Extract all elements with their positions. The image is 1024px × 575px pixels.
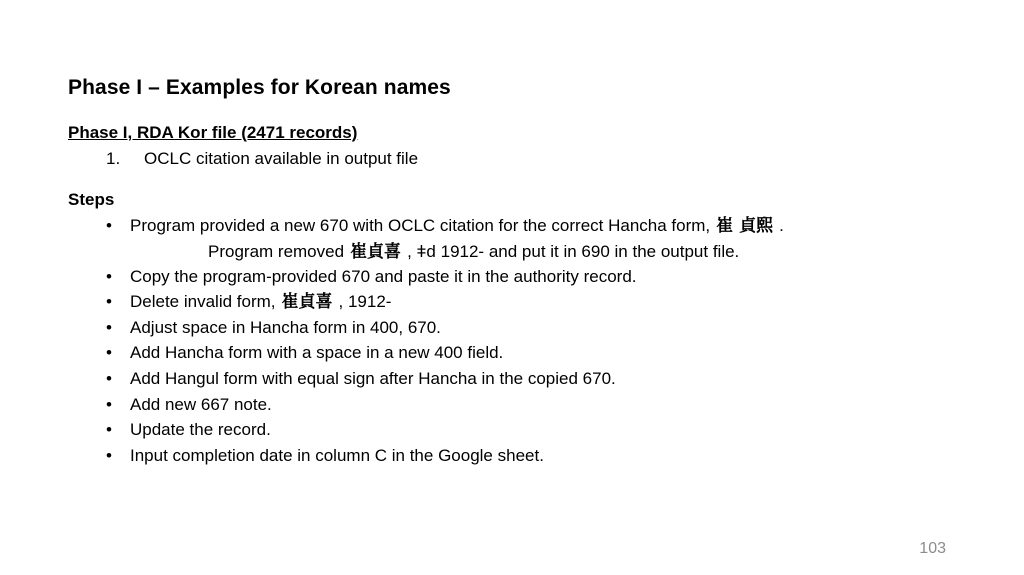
steps-heading: Steps: [68, 190, 115, 209]
step-text: Update the record.: [130, 420, 271, 440]
step-text: Delete invalid form,: [130, 292, 276, 312]
bullet-icon: •: [106, 343, 112, 363]
step-text: Adjust space in Hancha form in 400, 670.: [130, 317, 441, 337]
hancha-text: 崔 貞熙: [716, 216, 774, 236]
bullet-icon: •: [106, 368, 112, 388]
item-text: OCLC citation available in output file: [144, 149, 419, 168]
numbered-item: [106, 149, 418, 169]
step-text: Program removed: [208, 241, 345, 261]
slide-title: Phase I – Examples for Korean names: [68, 76, 451, 99]
step-text: .: [779, 216, 784, 235]
bullet-icon: •: [106, 292, 112, 312]
bullet-icon: •: [106, 266, 112, 286]
bullet-icon: •: [106, 445, 112, 465]
step-text: Input completion date in column C in the Google sheet.: [130, 445, 544, 465]
bullet-icon: •: [106, 420, 112, 440]
page-number: 103: [919, 540, 946, 557]
step-text: Add new 667 note.: [130, 394, 272, 414]
item-number: 1.: [106, 149, 121, 168]
bullet-icon: •: [106, 216, 112, 235]
subheading: Phase I, RDA Kor file (2471 records): [68, 123, 358, 142]
step-text: Copy the program-provided 670 and paste it in the authority record.: [130, 266, 637, 286]
step-text: , ǂd 1912- and put it in 690 in the output file.: [407, 241, 740, 261]
hancha-text: 崔貞喜: [350, 241, 402, 262]
step-text: , 1912-: [338, 292, 392, 312]
bullet-icon: •: [106, 394, 112, 414]
step-text: Add Hancha form with a space in a new 400 field.: [130, 343, 504, 363]
step-text: Add Hangul form with equal sign after Hancha in the copied 670.: [130, 368, 616, 388]
hancha-text: 崔貞喜: [281, 292, 333, 313]
step-text: Program provided a new 670 with OCLC citation for the correct Hancha form,: [130, 216, 711, 235]
bullet-icon: •: [106, 317, 112, 337]
